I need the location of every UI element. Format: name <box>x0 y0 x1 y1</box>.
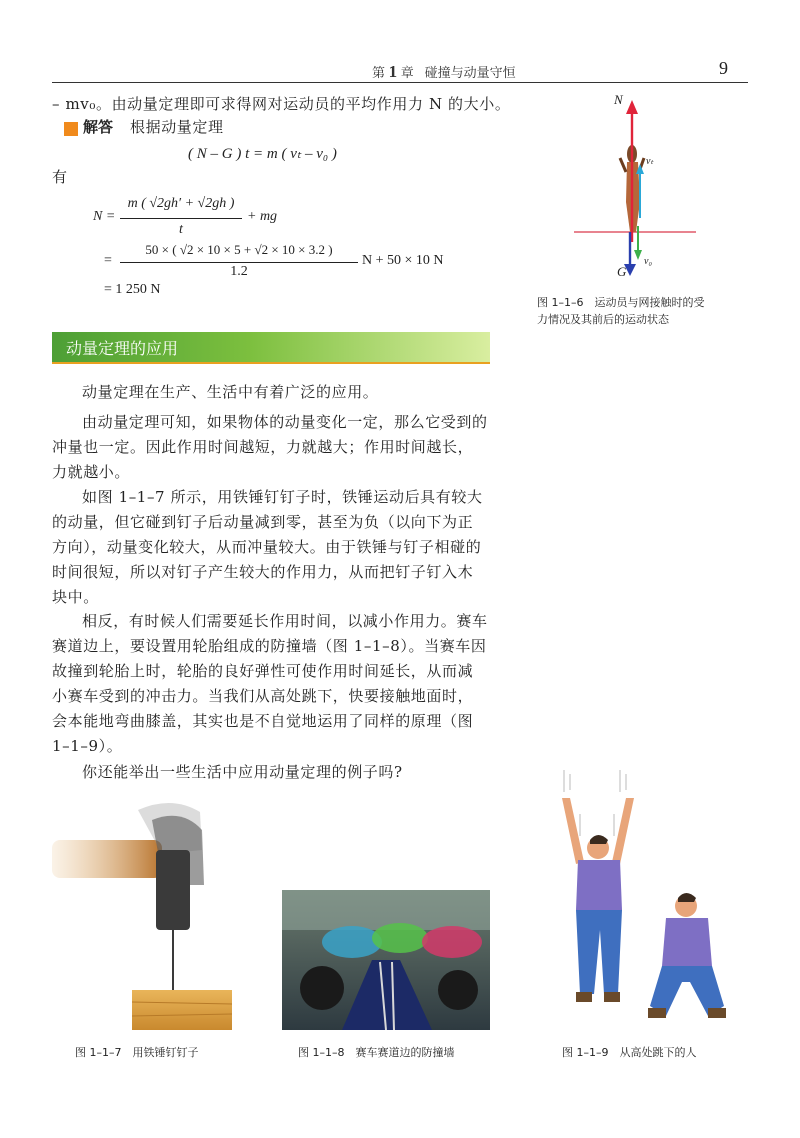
figure-1-1-6-force-diagram <box>570 92 700 282</box>
chapter-title: 碰撞与动量守恒 <box>424 65 516 80</box>
label-n: N <box>614 92 623 107</box>
header-rule <box>52 82 748 83</box>
tire-wall-green <box>372 923 428 953</box>
answer-you: 有 <box>52 168 68 186</box>
wood-block <box>132 990 232 1030</box>
jumper-squatting <box>648 893 726 1018</box>
page-number: 9 <box>719 58 728 78</box>
figure-1-1-9-caption: 图 1–1–9 从高处跳下的人 <box>562 1046 697 1059</box>
answer-text: 根据动量定理 <box>130 118 224 136</box>
running-header: 第 1 章 碰撞与动量守恒 <box>372 62 516 81</box>
figure-1-1-9-jumping-image <box>540 770 740 1035</box>
jumper-standing <box>562 798 634 1002</box>
equation-momentum-theorem: ( N – G ) t = m ( vₜ – v₀ ) <box>188 146 337 162</box>
answer-label: 解答 <box>83 118 114 136</box>
equation-result: = 1 250 N <box>104 282 161 297</box>
velocity-v0-arrowhead <box>634 250 642 260</box>
paragraph-4: 相反，有时候人们需要延长作用时间，以减小作用力。赛车赛道边上，要设置用轮胎组成的防撞墙（图 1–1–8）。当赛车因故撞到轮胎上时，轮胎的良好弹性可使作用时间延长，从而减小赛车受到的冲击力。当我们从高处跳下，快要接触地面时，会本能地弯曲膝盖，其实也是不自觉地运用了同样的原理（图 1–1–9）。 <box>52 612 488 755</box>
paragraph-3: 如图 1–1–7 所示，用铁锤钉钉子时，铁锤运动后具有较大的动量，但它碰到钉子后动量减到零，甚至为负（以向下为正方向），动量变化较大，从而冲量较大。由于铁锤与钉子相碰的时间很短，所以对钉子产生较大的作用力，从而把钉子钉入木块中。 <box>52 488 483 606</box>
section-underline <box>52 362 490 364</box>
fraction1-bar <box>120 218 242 219</box>
paragraph-5: 你还能举出一些生活中应用动量定理的例子吗? <box>82 763 403 781</box>
label-v0: v₀ <box>644 256 652 267</box>
figure-1-1-6-caption: 图 1–1–6 运动员与网接触时的受 力情况及其前后的运动状态 <box>537 296 705 326</box>
force-n-arrowhead <box>626 100 638 114</box>
label-g: G <box>617 264 627 279</box>
fraction2-numerator: 50 × ( √2 × 10 × 5 + √2 × 10 × 3.2 ) <box>145 242 333 257</box>
fraction1-numerator: m ( √2gh′ + √2gh ) <box>127 196 235 211</box>
paragraph-2: 由动量定理可知，如果物体的动量变化一定，那么它受到的冲量也一定。因此作用时间越短，力就越大；作用时间越长，力就越小。 <box>52 413 488 481</box>
equation-eq-sign: = <box>104 253 112 268</box>
tire-wall-red <box>422 926 482 958</box>
fraction1-tail: + mg <box>247 209 278 224</box>
car-wheel-right <box>438 970 478 1010</box>
hammer-head <box>156 850 190 930</box>
equation-n-lhs: N = <box>93 209 116 224</box>
fraction2-tail: N + 50 × 10 N <box>362 253 444 268</box>
fraction2-bar <box>120 262 358 263</box>
tire-wall-blue <box>322 926 382 958</box>
label-vt: vₜ <box>646 156 654 167</box>
hammer-handle <box>52 840 162 878</box>
car-wheel-left <box>300 966 344 1010</box>
answer-marker <box>64 122 78 136</box>
fraction1-denominator: t <box>179 222 183 237</box>
figure-1-1-7-caption: 图 1–1–7 用铁锤钉钉子 <box>75 1046 199 1059</box>
figure-1-1-7-hammer-image <box>52 790 242 1040</box>
fraction2-denominator: 1.2 <box>230 264 248 279</box>
paragraph-1: 动量定理在生产、生活中有着广泛的应用。 <box>82 383 379 401</box>
figure-1-1-8-caption: 图 1–1–8 赛车赛道边的防撞墙 <box>298 1046 455 1059</box>
figure-1-1-8-racecar-image <box>282 890 490 1030</box>
intro-line: – mv₀。由动量定理即可求得网对运动员的平均作用力 N 的大小。 <box>52 95 511 113</box>
sky-blur <box>282 890 490 930</box>
section-title: 动量定理的应用 <box>66 339 179 358</box>
